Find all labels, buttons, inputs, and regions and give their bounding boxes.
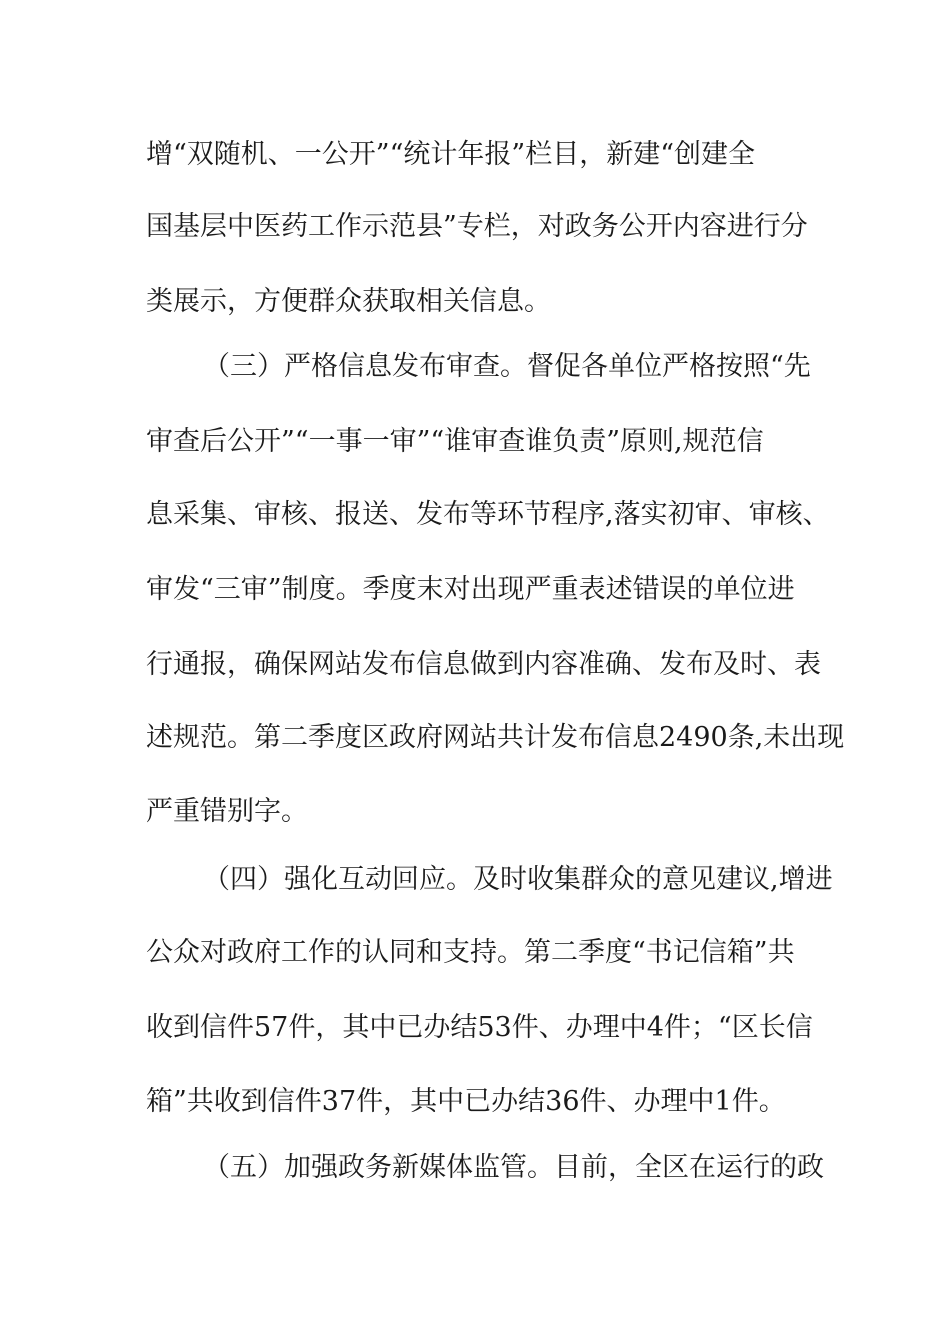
text-line: 公众对政府工作的认同和支持。第二季度“书记信箱”共 (146, 937, 795, 968)
text-line: 息采集、审核、报送、发布等环节程序,落实初审、审核、 (146, 499, 830, 530)
paragraph-heading-4: （四）强化互动回应。及时收集群众的意见建议,增进 (203, 864, 833, 895)
text-line: 审发“三审”制度。季度末对出现严重表述错误的单位进 (146, 574, 795, 605)
paragraph-heading-3: （三）严格信息发布审查。督促各单位严格按照“先 (203, 351, 811, 382)
text-line: 国基层中医药工作示范县”专栏，对政务公开内容进行分 (146, 211, 808, 242)
text-line: 增“双随机、一公开”“统计年报”栏目，新建“创建全 (146, 139, 756, 170)
text-line: 行通报，确保网站发布信息做到内容准确、发布及时、表 (146, 649, 821, 680)
text-line: 箱”共收到信件37件，其中已办结36件、办理中1件。 (146, 1086, 786, 1117)
text-line: 述规范。第二季度区政府网站共计发布信息2490条,未出现 (146, 722, 845, 753)
text-line: 收到信件57件，其中已办结53件、办理中4件；“区长信 (146, 1012, 813, 1043)
paragraph-heading-5: （五）加强政务新媒体监管。目前，全区在运行的政 (203, 1152, 824, 1183)
text-line: 审查后公开”“一事一审”“谁审查谁负责”原则,规范信 (146, 426, 764, 457)
text-line: 严重错别字。 (146, 796, 308, 827)
text-line: 类展示，方便群众获取相关信息。 (146, 286, 551, 317)
